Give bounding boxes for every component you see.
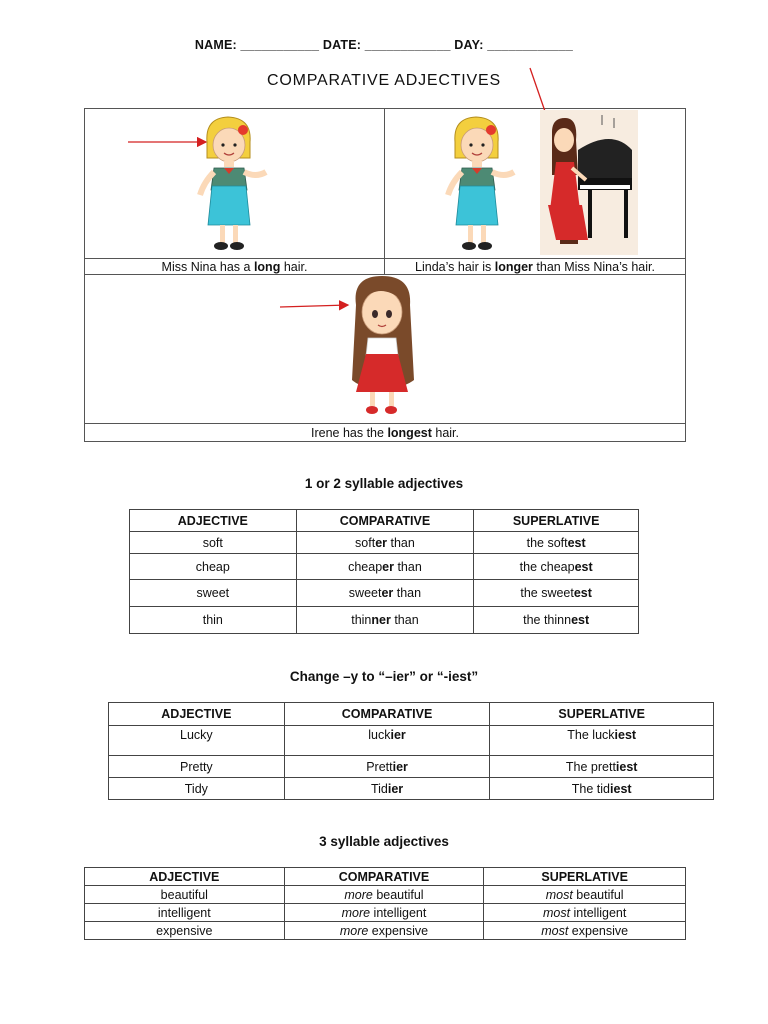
table-row: intelligent more intelligent most intelligent — [85, 904, 686, 922]
table-row: Tidy Tidier The tidiest — [109, 778, 714, 800]
table-row: cheap cheaper than the cheapest — [130, 554, 639, 580]
table-row: Pretty Prettier The prettiest — [109, 756, 714, 778]
col-header-superlative: SUPERLATIVE — [474, 510, 639, 532]
col-header-adjective: ADJECTIVE — [109, 703, 285, 726]
page-title: COMPARATIVE ADJECTIVES — [267, 72, 501, 89]
short-hair-girl-figure-2 — [448, 117, 514, 250]
col-header-comparative: COMPARATIVE — [284, 868, 484, 886]
short-hair-girl-figure-1 — [200, 117, 266, 250]
table-y-to-ier — [108, 702, 714, 800]
table-1-2-syllable — [129, 509, 639, 634]
caption-long: Miss Nina has a long hair. — [161, 260, 308, 274]
col-header-superlative: SUPERLATIVE — [490, 703, 714, 726]
col-header-comparative: COMPARATIVE — [296, 510, 474, 532]
name-date-day-line: NAME: ___________ DATE: ____________ DAY: ____________ — [194, 38, 574, 52]
section3-title: 3 syllable adjectives — [319, 834, 449, 849]
section1-title: 1 or 2 syllable adjectives — [304, 476, 464, 491]
long-hair-girl-figure — [352, 276, 414, 414]
table-row: beautiful more beautiful most beautiful — [85, 886, 686, 904]
piano-girl-illustration — [540, 110, 638, 255]
table-row: sweet sweeter than the sweetest — [130, 580, 639, 607]
table-row: expensive more expensive most expensive — [85, 922, 686, 940]
table-row: soft softer than the softest — [130, 532, 639, 554]
caption-longer: Linda’s hair is longer than Miss Nina’s hair. — [415, 260, 655, 274]
illustrations — [0, 0, 768, 440]
col-header-adjective: ADJECTIVE — [85, 868, 285, 886]
col-header-adjective: ADJECTIVE — [130, 510, 297, 532]
table-3-syllable — [84, 867, 686, 940]
caption-longest: Irene has the longest hair. — [310, 426, 459, 440]
table-row: Lucky luckier The luckiest — [109, 726, 714, 756]
section2-title: Change –y to “–ier” or “-iest” — [289, 669, 479, 684]
col-header-superlative: SUPERLATIVE — [484, 868, 686, 886]
col-header-comparative: COMPARATIVE — [284, 703, 490, 726]
arrow-to-irene — [280, 305, 348, 307]
table-row: thin thinner than the thinnest — [130, 607, 639, 634]
